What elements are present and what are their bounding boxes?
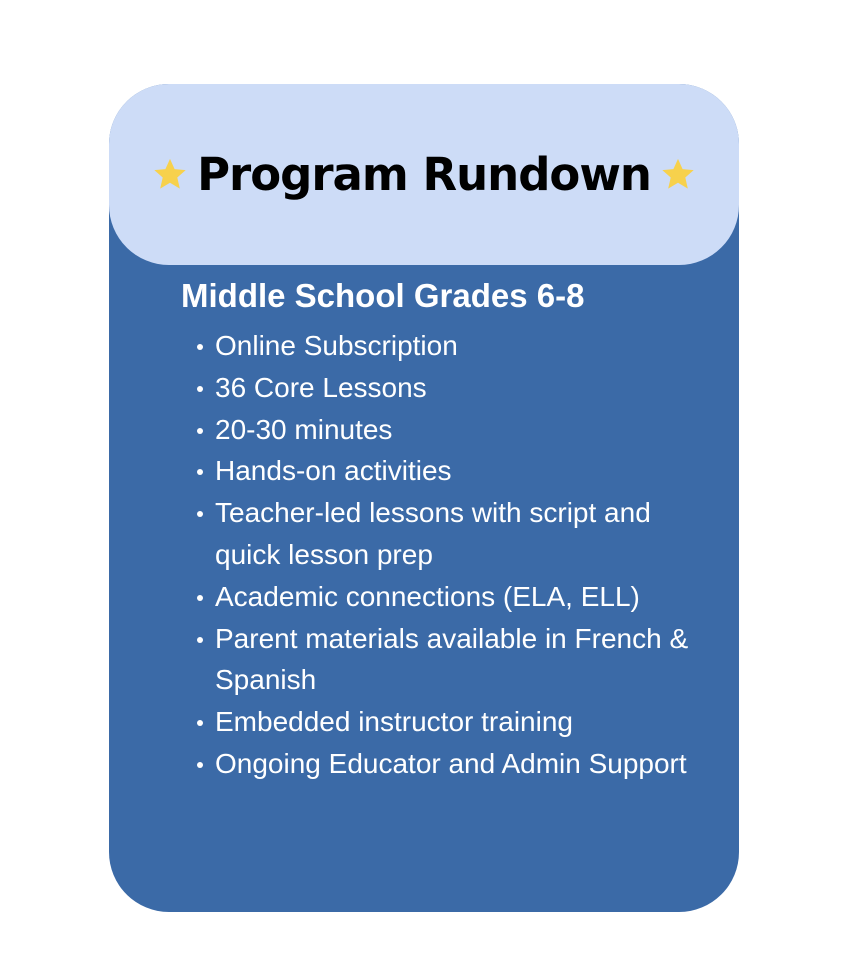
star-icon bbox=[151, 156, 189, 194]
feature-item-parent-materials: Parent materials available in French & Spanish bbox=[215, 618, 715, 702]
feature-item-duration: 20-30 minutes bbox=[215, 409, 715, 451]
feature-item-hands-on: Hands-on activities bbox=[215, 450, 715, 492]
feature-item-teacher-led: Teacher-led lessons with script and quick lesson prep bbox=[215, 492, 715, 576]
feature-item-online-subscription: Online Subscription bbox=[215, 325, 715, 367]
feature-list bbox=[215, 325, 715, 785]
feature-item-academic-connections: Academic connections (ELA, ELL) bbox=[215, 576, 715, 618]
star-icon bbox=[659, 156, 697, 194]
feature-item-support: Ongoing Educator and Admin Support bbox=[215, 743, 715, 785]
page-title: Program Rundown bbox=[197, 148, 651, 201]
program-header bbox=[109, 84, 739, 265]
grade-level-heading: Middle School Grades 6-8 bbox=[181, 277, 585, 314]
feature-item-instructor-training: Embedded instructor training bbox=[215, 701, 715, 743]
feature-item-core-lessons: 36 Core Lessons bbox=[215, 367, 715, 409]
